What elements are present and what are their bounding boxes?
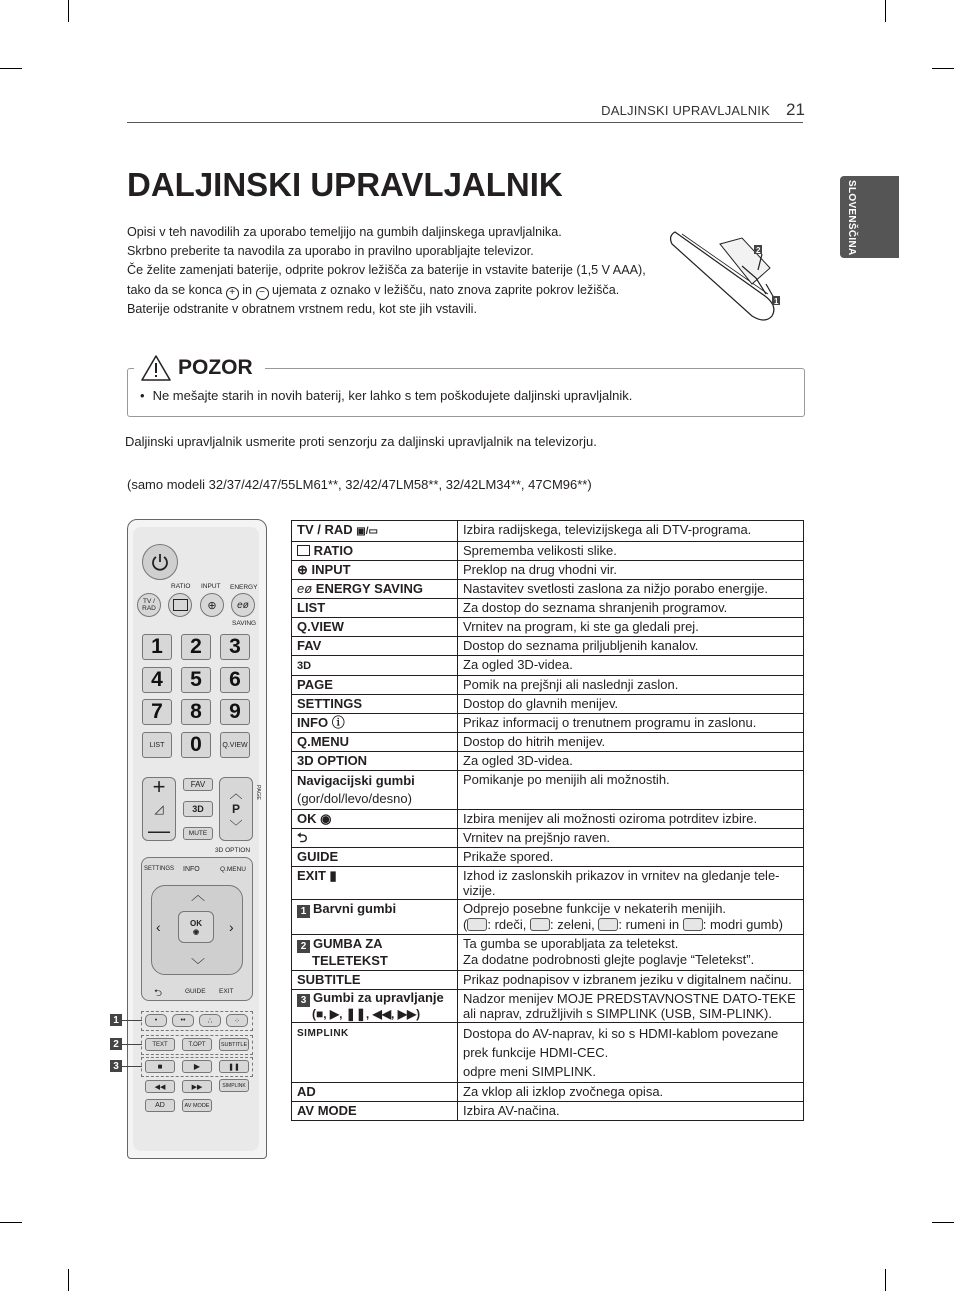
caution-title: POZOR — [134, 354, 265, 382]
table-row: OK ◉ Izbira menijev ali možnosti oziroma potrditev izbire. — [292, 810, 804, 829]
yellow-button-icon — [598, 918, 618, 931]
qmenu-label: Q.MENU — [220, 866, 246, 873]
saving-label: SAVING — [232, 620, 257, 627]
number-button: 3 — [220, 634, 250, 660]
fast-forward-button: ▶▶ — [182, 1080, 212, 1093]
ratio-label: RATIO — [171, 583, 191, 590]
table-row: ⊕ INPUT Preklop na drug vhodni vir. — [292, 561, 804, 580]
crop-mark — [932, 1222, 954, 1223]
crop-mark — [68, 1269, 69, 1291]
warning-icon — [140, 354, 172, 382]
callout-line — [122, 1044, 142, 1045]
page-title: DALJINSKI UPRAVLJALNIK — [127, 166, 563, 203]
table-row: Navigacijski gumbi (gor/dol/levo/desno) Pomikanje po menijih ali možnostih. — [292, 771, 804, 810]
table-row: GUIDE Prikaže spored. — [292, 848, 804, 867]
table-row: 3D OPTION Za ogled 3D-videa. — [292, 752, 804, 771]
ratio-icon — [297, 545, 310, 556]
language-tab: SLOVENŠČINA — [840, 176, 899, 258]
green-button-icon — [530, 918, 550, 931]
table-row: eø ENERGY SAVING Nastavitev svetlosti zaslona za nižjo porabo energije. — [292, 580, 804, 599]
input-icon: ⊕ — [297, 562, 308, 577]
table-row: SIMPLINK Dostopa do AV-naprav, ki so s HDMI-kablom povezane prek funkcije HDMI-CEC. odpre meni SIMPLINK. — [292, 1023, 804, 1083]
blue-button: ⁘ — [226, 1014, 248, 1027]
av-mode-button: AV MODE — [182, 1099, 212, 1112]
settings-label: SETTINGS — [144, 866, 175, 872]
input-label: INPUT — [201, 583, 221, 590]
arrow-right-icon: › — [229, 919, 234, 935]
remote-illustration — [127, 519, 267, 1159]
energy-label: ENERGY — [230, 584, 258, 591]
power-button — [142, 544, 178, 580]
ad-button: AD — [145, 1099, 175, 1112]
energy-saving-button — [231, 593, 255, 617]
crop-mark — [885, 1269, 886, 1291]
number-button: 1 — [142, 634, 172, 660]
number-button: 6 — [220, 667, 250, 693]
chevron-up-icon: ︿ — [229, 786, 243, 801]
power-icon — [150, 552, 170, 572]
text-button: TEXT — [145, 1038, 175, 1051]
table-row: SUBTITLE Prikaz podnapisov v izbranem jeziku v digitalnem načinu. — [292, 971, 804, 990]
fav-button: FAV — [183, 778, 213, 791]
minus-icon: — — [148, 818, 170, 843]
3d-option-label: 3D OPTION — [215, 847, 251, 854]
callout-1: 1 — [110, 1014, 122, 1026]
input-icon: ⊕ — [207, 599, 217, 612]
caution-text: • Ne mešajte starih in novih baterij, ker lahko s tem poškodujete daljinski upravljalnik. — [140, 388, 632, 403]
table-row: FAV Dostop do seznama priljubljenih kanalov. — [292, 637, 804, 656]
table-row: Q.VIEW Vrnitev na program, ki ste ga gledali prej. — [292, 618, 804, 637]
table-row: AV MODE Izbira AV-načina. — [292, 1102, 804, 1121]
table-row: TV / RAD ▣/▭ Izbira radijskega, televizijskega ali DTV-programa. — [292, 521, 804, 542]
3d-icon: 3D — [297, 660, 312, 672]
number-button: 2 — [181, 634, 211, 660]
table-row: PAGE Pomik na prejšnji ali naslednji zaslon. — [292, 676, 804, 695]
mute-button: MUTE — [183, 827, 213, 840]
crop-mark — [885, 0, 886, 22]
callout-line — [122, 1066, 142, 1067]
number-button: 8 — [181, 699, 211, 725]
plus-icon: + — [152, 774, 166, 799]
battery-cover-illustration — [670, 224, 790, 324]
crop-mark — [0, 68, 22, 69]
button-reference-table — [291, 520, 804, 1121]
page-label: PAGE — [255, 785, 261, 800]
number-button: 0 — [181, 732, 211, 758]
ratio-button — [168, 593, 192, 617]
red-button: • — [145, 1014, 167, 1027]
table-row: AD Za vklop ali izklop zvočnega opisa. — [292, 1083, 804, 1102]
plus-terminal-icon: + — [226, 287, 239, 300]
table-row: 1 Barvni gumbi Odprejo posebne funkcije v nekaterih menijih. ( : rdeči, : zeleni, : rumeni in : modri gumb) — [292, 900, 804, 935]
simplink-logo-icon: SIMPLINK — [297, 1028, 349, 1039]
svg-text:2: 2 — [756, 246, 761, 255]
red-button-icon — [467, 918, 487, 931]
svg-text:1: 1 — [774, 297, 779, 306]
table-row: INFO ⓘ Prikaz informacij o trenutnem programu in zaslonu. — [292, 714, 804, 733]
table-row: Q.MENU Dostop do hitrih menijev. — [292, 733, 804, 752]
exit-icon: ▮ — [329, 868, 337, 883]
table-row: 3D Za ogled 3D-videa. — [292, 656, 804, 676]
intro-text: Opisi v teh navodilih za uporabo temeljijo na gumbih daljinskega upravljalnika. Skrbno preberite ta navodila za uporabo in pravilno uporabljajte televizor. Če želite zamenjati baterije, odprite pokrov ležišča za baterije in vstavite baterije (1,5 V AAA), tako da se konca + in − ujemata z oznako v ležišču, nato znova zaprite pokrov ležišča. Baterije odstranite v obratnem vrstnem redu, kot ste jih vstavili. — [127, 225, 646, 316]
table-row: RATIO Sprememba velikosti slike. — [292, 542, 804, 561]
yellow-button: ∴ — [199, 1014, 221, 1027]
blue-button-icon — [683, 918, 703, 931]
crop-mark — [0, 1222, 22, 1223]
rewind-button: ◀◀ — [145, 1080, 175, 1093]
callout-badge: 3 — [297, 994, 310, 1007]
volume-rocker — [142, 774, 176, 843]
ok-dot-icon: ◉ — [320, 811, 332, 826]
guide-label: GUIDE — [185, 988, 206, 995]
page-number: 21 — [786, 100, 805, 119]
table-row: 2 GUMBA ZA TELETEKST Ta gumba se uporabljata za teletekst. Za dodatne podrobnosti glejte poglavje “Teletekst”. — [292, 935, 804, 971]
arrow-up-icon: ︿ — [191, 887, 205, 903]
arrow-down-icon: ﹀ — [191, 957, 205, 973]
stop-button: ■ — [145, 1060, 175, 1073]
running-header: DALJINSKI UPRAVLJALNIK — [601, 103, 770, 118]
back-icon: ⮌ — [154, 988, 163, 999]
arrow-left-icon: ‹ — [156, 919, 161, 935]
back-icon: ⮌ — [297, 830, 308, 845]
info-icon: ⓘ — [331, 715, 345, 730]
table-row: SETTINGS Dostop do glavnih menijev. — [292, 695, 804, 714]
table-row: 3 Gumbi za upravljanje (■, ▶, ❚❚, ◀◀, ▶▶) Nadzor menijev MOJE PREDSTAVNOSTNE DATO-TEKE ali naprav, združljivih s SIMPLINK (USB, SIM-PLINK). — [292, 990, 804, 1023]
minus-terminal-icon: − — [256, 287, 269, 300]
pause-button: ❚❚ — [219, 1060, 249, 1073]
model-note: (samo modeli 32/37/42/47/55LM61**, 32/42/47LM58**, 32/42LM34**, 47CM96**) — [127, 477, 592, 492]
qview-button: Q.VIEW — [220, 732, 250, 758]
ok-button: OK ◉ — [178, 911, 214, 943]
energy-icon: eø — [297, 581, 313, 596]
header-rule — [127, 122, 803, 123]
play-button: ▶ — [182, 1060, 212, 1073]
callout-badge: 2 — [297, 940, 310, 953]
number-button: 4 — [142, 667, 172, 693]
topt-button: T.OPT — [182, 1038, 212, 1051]
callout-2: 2 — [110, 1038, 122, 1050]
table-row: EXIT ▮ Izhod iz zaslonskih prikazov in vrnitev na gledanje tele-vizije. — [292, 867, 804, 900]
callout-3: 3 — [110, 1060, 122, 1072]
number-button: 9 — [220, 699, 250, 725]
volume-icon: ◿ — [154, 802, 164, 816]
input-button — [200, 593, 224, 617]
number-button: 7 — [142, 699, 172, 725]
number-button: 5 — [181, 667, 211, 693]
tv-rad-button: TV / RAD — [137, 593, 161, 617]
ok-dot-icon: ◉ — [192, 928, 200, 936]
simplink-button: SIMPLINK — [219, 1079, 249, 1092]
exit-label: EXIT — [219, 988, 234, 995]
chevron-down-icon: ﹀ — [229, 819, 243, 834]
pointing-instruction: Daljinski upravljalnik usmerite proti senzorju za daljinski upravljalnik na televizorju. — [125, 434, 597, 449]
tv-radio-icon: ▣/▭ — [356, 526, 378, 537]
crop-mark — [932, 68, 954, 69]
energy-icon: eø — [237, 599, 249, 611]
green-button: •• — [172, 1014, 194, 1027]
table-row: LIST Za dostop do seznama shranjenih programov. — [292, 599, 804, 618]
crop-mark — [68, 0, 69, 22]
callout-badge: 1 — [297, 905, 310, 918]
program-rocker: ︿ P ﹀ — [219, 777, 253, 841]
table-row: ⮌ Vrnitev na prejšnjo raven. — [292, 829, 804, 848]
ratio-icon — [173, 599, 188, 611]
subtitle-button: SUBTITLE — [219, 1038, 249, 1051]
list-button: LIST — [142, 732, 172, 758]
info-label: INFO — [183, 866, 200, 873]
3d-button: 3D — [183, 801, 213, 817]
callout-line — [122, 1020, 142, 1021]
